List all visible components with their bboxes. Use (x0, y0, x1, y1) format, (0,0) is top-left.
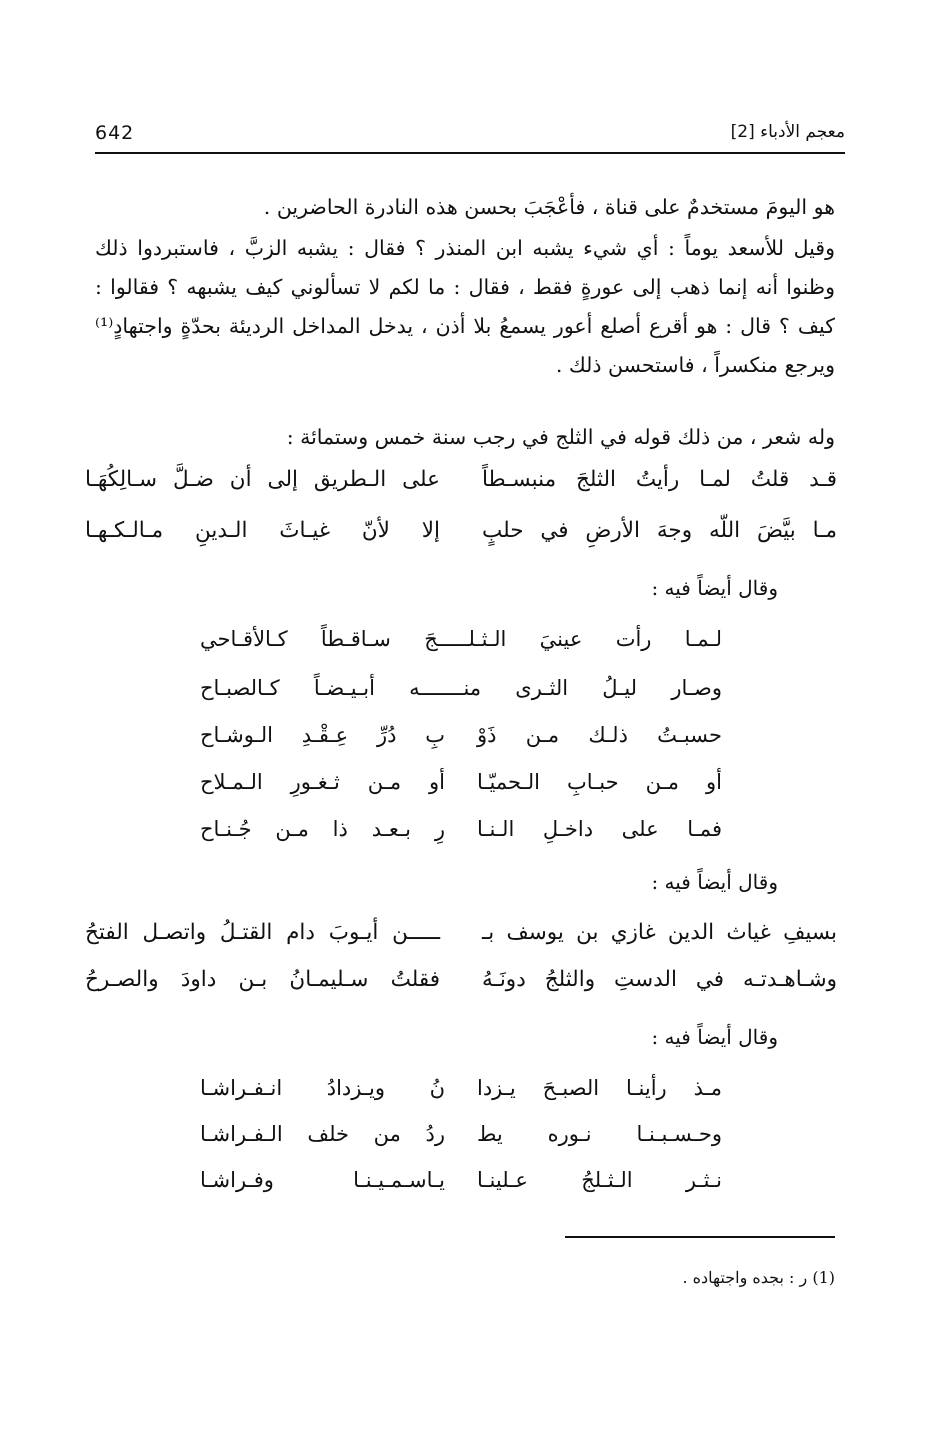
verse-first-hemistich: مـذ رأينـا الصبـحَ يـزدا (477, 1076, 722, 1100)
paragraph-1: هو اليومَ مستخدمٌ على قناة ، فأعْجَبَ بحسن هذه النادرة الحاضرين . (263, 195, 835, 219)
verse-first-hemistich: قـد قلتُ لمـا رأيتُ الثلجَ منبسـطاً (482, 467, 837, 492)
verse-first-hemistich: وحـسـبـنـا نـوره يط (477, 1122, 722, 1146)
header-rule (95, 152, 845, 154)
verse-second-hemistich: رِ بـعـد ذا مـن جُـنـاح (200, 817, 445, 841)
verse-line (85, 967, 837, 1007)
verse-full: لـمـا رأت عينيَ الـثـلـــــجَ سـاقـطاً كـالأقـاحي (200, 627, 722, 651)
verse-second-hemistich: أو مـن ثـغـورِ الـمـلاح (200, 770, 445, 794)
section-label: وقال أيضاً فيه : (651, 576, 778, 600)
verse-second-hemistich: ـــــن أيـوبَ دام القتـلُ واتصـل الفتحُ (85, 920, 440, 945)
verse-line (200, 627, 722, 667)
verse-full: وصـار ليـلُ الثـرى منـــــــه أبـيـضـاً كـالصبـاح (200, 676, 722, 700)
verse-second-hemistich: يـاسـمـيـنـا وفـراشـا (200, 1168, 445, 1192)
section-label: وقال أيضاً فيه : (651, 1025, 778, 1049)
verse-line (200, 1076, 722, 1116)
verse-second-hemistich: نُ ويـزدادُ انـفـراشـا (200, 1076, 445, 1100)
verse-first-hemistich: مـا بيَّضَ اللّه وجهَ الأرضِ في حلبٍ (482, 518, 837, 543)
verse-first-hemistich: بسيفِ غياث الدين غازي بن يوسف بـ (482, 920, 837, 945)
verse-second-hemistich: ردُ من خلف الـفـراشـا (200, 1122, 445, 1146)
verse-second-hemistich: فقلتُ سـليمـانُ بـن داودَ والصـرحُ (85, 967, 440, 992)
paragraph-2: وقيل للأسعد يوماً : أي شيء يشبه ابن المنذر ؟ فقال : يشبه الزبَّ ، فاستبردوا ذلك وظنوا أنه إنما ذهب إلى عورةٍ فقط ، فقال : ما لكم لا تسألوني كيف يشبهه ؟ فقالوا : كيف ؟ قال : هو أقرع أصلع أعور يسمعُ بلا أذن ، يدخل المداخل الرديئة بحدّةٍ واجتهادٍ⁽¹⁾ ويرجع منكسراً ، فاستحسن ذلك . (95, 236, 835, 377)
verse-line (200, 676, 722, 716)
verse-line (200, 1122, 722, 1162)
verse-line (85, 920, 837, 960)
verse-second-hemistich: بِ دُرِّ عِـقْـدِ الـوشـاح (200, 723, 445, 747)
page-header (95, 118, 845, 148)
verse-line (200, 770, 722, 810)
section-label: وقال أيضاً فيه : (651, 870, 778, 894)
verse-line (85, 467, 837, 507)
paragraph-3: وله شعر ، من ذلك قوله في الثلج في رجب سنة خمس وستمائة : (286, 425, 835, 449)
verse-first-hemistich: وشـاهـدتـه في الدستِ والثلجُ دونَـهُ (482, 967, 837, 992)
verse-line (85, 518, 837, 558)
verse-line (200, 723, 722, 763)
verse-first-hemistich: فمـا على داخـلِ الـنـا (477, 817, 722, 841)
verse-first-hemistich: حسبـتُ ذلـك مـن ذَوْ (477, 723, 722, 747)
verse-second-hemistich: على الـطريق إلى أن ضـلَّ سـالِكُهَـا (85, 467, 440, 492)
verse-first-hemistich: نـثـر الـثـلجُ عـلينـا (477, 1168, 722, 1192)
verse-line (200, 817, 722, 857)
running-title: معجم الأدباء [2] (730, 122, 845, 142)
page-number: 642 (95, 122, 135, 144)
footnote-rule (565, 1236, 835, 1238)
verse-line (200, 1168, 722, 1208)
verse-second-hemistich: إلا لأنّ غيـاثَ الـدينِ مـالـكـهـا (85, 518, 440, 543)
verse-first-hemistich: أو مـن حبـابِ الـحميّـا (477, 770, 722, 794)
footnote: (1) ر : بجده واجتهاده . (682, 1268, 835, 1287)
